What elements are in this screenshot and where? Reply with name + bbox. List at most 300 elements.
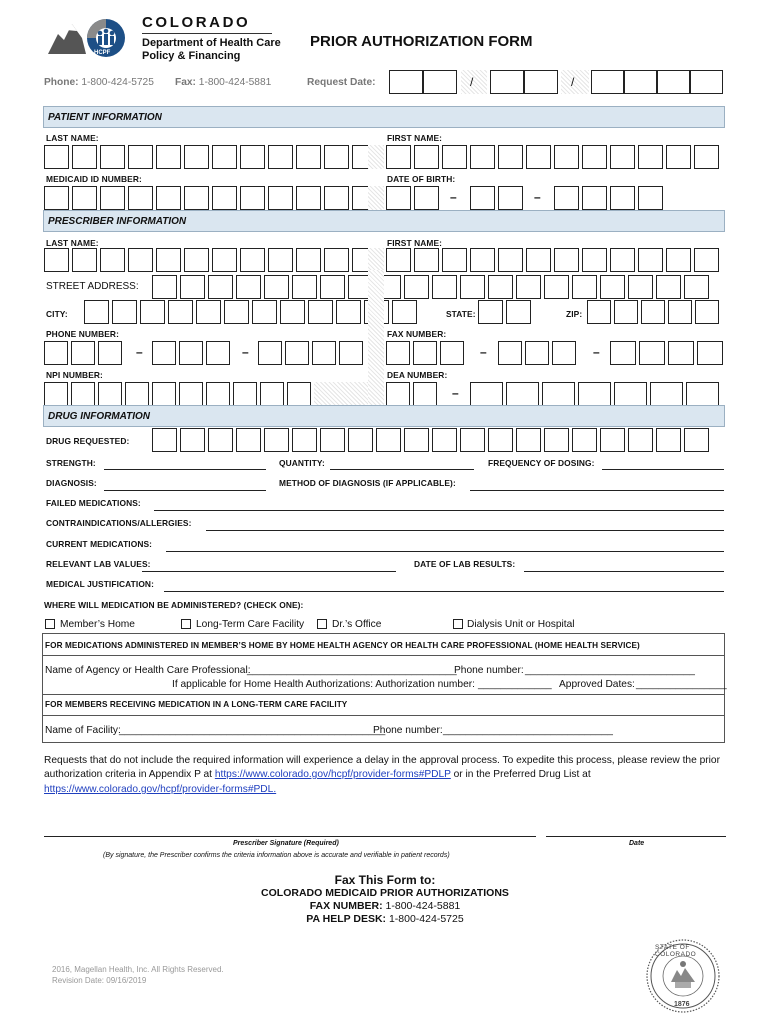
char-box[interactable] <box>324 186 349 210</box>
char-box[interactable] <box>112 300 137 324</box>
char-box[interactable] <box>184 248 209 272</box>
request-date-cell[interactable] <box>490 70 524 94</box>
char-box[interactable] <box>686 382 719 406</box>
request-date-cell[interactable] <box>423 70 457 94</box>
medical-justification-label: MEDICAL JUSTIFICATION: <box>46 579 154 589</box>
char-box[interactable] <box>44 341 68 365</box>
dob-year-boxes <box>554 186 666 210</box>
dob-separator: – <box>450 190 457 204</box>
char-box[interactable] <box>320 275 345 299</box>
approved-dates-field[interactable]: ________________ <box>636 679 727 690</box>
request-date-cell[interactable] <box>657 70 690 94</box>
char-box[interactable] <box>296 186 321 210</box>
char-box[interactable] <box>582 145 607 169</box>
strength-field[interactable] <box>104 469 266 470</box>
char-box[interactable] <box>668 341 694 365</box>
char-box[interactable] <box>206 341 230 365</box>
notice-line3 <box>44 784 276 795</box>
request-date-cell[interactable] <box>690 70 723 94</box>
approved-dates-label: Approved Dates: <box>559 679 635 690</box>
date-separator: / <box>571 75 575 89</box>
char-box[interactable] <box>152 275 177 299</box>
current-medications-label: CURRENT MEDICATIONS: <box>46 539 153 549</box>
method-of-diagnosis-label: METHOD OF DIAGNOSIS (IF APPLICABLE): <box>279 478 456 488</box>
request-date-cell[interactable] <box>591 70 624 94</box>
char-box[interactable] <box>212 186 237 210</box>
char-box[interactable] <box>72 145 97 169</box>
brand-divider <box>142 33 272 34</box>
brand-name: COLORADO <box>142 14 251 31</box>
char-box[interactable] <box>72 186 97 210</box>
prescriber-first-name-label: FIRST NAME: <box>387 238 443 248</box>
char-box[interactable] <box>208 428 233 452</box>
char-box[interactable] <box>414 145 439 169</box>
char-box[interactable] <box>128 186 153 210</box>
prescriber-last-name-boxes <box>44 248 380 272</box>
char-box[interactable] <box>582 186 607 210</box>
fax-label: Fax: <box>175 77 196 88</box>
char-box[interactable] <box>296 145 321 169</box>
agency-name-label: Name of Agency or Health Care Professional: <box>45 665 251 676</box>
patient-last-name-boxes <box>44 145 380 169</box>
fax-prefix-boxes <box>498 341 579 365</box>
current-medications-field[interactable] <box>166 551 724 552</box>
fax-number-value: 1-800-424-5881 <box>385 900 461 912</box>
char-box[interactable] <box>268 248 293 272</box>
char-box[interactable] <box>156 145 181 169</box>
prescriber-fax-label: FAX NUMBER: <box>387 329 447 339</box>
char-box[interactable] <box>432 428 457 452</box>
request-date-month <box>389 70 460 94</box>
medical-justification-field[interactable] <box>164 591 724 592</box>
char-box[interactable] <box>236 428 261 452</box>
char-box[interactable] <box>666 248 691 272</box>
hh-phone-label: Phone number: <box>454 665 524 676</box>
char-box[interactable] <box>180 275 205 299</box>
char-box[interactable] <box>432 275 457 299</box>
patient-first-name-label: FIRST NAME: <box>387 133 443 143</box>
state-boxes <box>478 300 534 324</box>
char-box[interactable] <box>404 275 429 299</box>
char-box[interactable] <box>128 145 153 169</box>
char-box[interactable] <box>152 382 176 406</box>
char-box[interactable] <box>184 186 209 210</box>
request-date-sep-area <box>461 70 487 94</box>
char-box[interactable] <box>264 428 289 452</box>
patient-name-gap <box>368 145 384 169</box>
pdl-link[interactable]: https://www.colorado.gov/hcpf/provider-forms#PDL. <box>44 784 277 795</box>
failed-medications-label: FAILED MEDICATIONS: <box>46 498 141 508</box>
char-box[interactable] <box>392 300 417 324</box>
char-box[interactable] <box>336 300 361 324</box>
char-box[interactable] <box>498 186 523 210</box>
char-box[interactable] <box>72 248 97 272</box>
char-box[interactable] <box>100 248 125 272</box>
char-box[interactable] <box>180 428 205 452</box>
char-box[interactable] <box>684 275 709 299</box>
form-title: PRIOR AUTHORIZATION FORM <box>310 33 533 50</box>
fax-form-title: Fax This Form to: <box>334 873 436 887</box>
char-box[interactable] <box>572 428 597 452</box>
dea-number-boxes <box>470 382 722 406</box>
method-of-diagnosis-field[interactable] <box>470 490 724 491</box>
char-box[interactable] <box>470 248 495 272</box>
char-box[interactable] <box>542 382 575 406</box>
char-box[interactable] <box>179 341 203 365</box>
char-box[interactable] <box>320 428 345 452</box>
char-box[interactable] <box>71 382 95 406</box>
seal-text: STATE OF COLORADO <box>655 944 697 958</box>
signature-note: (By signature, the Prescriber confirms the criteria information above is accurate and verifiable in patient records) <box>103 852 450 859</box>
char-box[interactable] <box>44 382 68 406</box>
char-box[interactable] <box>287 382 311 406</box>
checkbox-dialysis-hospital[interactable] <box>453 619 463 629</box>
char-box[interactable] <box>386 186 411 210</box>
prescriber-last-name-label: LAST NAME: <box>46 238 99 248</box>
home-health-heading-divider <box>42 655 725 656</box>
char-box[interactable] <box>610 186 635 210</box>
dea-label: DEA NUMBER: <box>387 370 448 380</box>
char-box[interactable] <box>488 428 513 452</box>
option-members-home: Member’s Home <box>60 619 135 630</box>
phone-line-boxes <box>258 341 366 365</box>
char-box[interactable] <box>638 145 663 169</box>
char-box[interactable] <box>413 341 437 365</box>
ltc-heading-divider <box>42 715 725 716</box>
hcpf-badge: HCPF <box>94 50 111 56</box>
char-box[interactable] <box>614 382 647 406</box>
help-desk-label: PA HELP DESK: <box>306 913 387 925</box>
char-box[interactable] <box>252 300 277 324</box>
fax-number-line <box>0 900 770 912</box>
phone-separator: – <box>242 345 249 359</box>
char-box[interactable] <box>587 300 611 324</box>
char-box[interactable] <box>697 341 723 365</box>
copyright: 2016, Magellan Health, Inc. All Rights Reserved. <box>52 965 224 974</box>
char-box[interactable] <box>98 382 122 406</box>
char-box[interactable] <box>460 275 485 299</box>
char-box[interactable] <box>168 300 193 324</box>
char-box[interactable] <box>442 145 467 169</box>
fax-value: 1-800-424-5881 <box>198 77 272 88</box>
char-box[interactable] <box>140 300 165 324</box>
char-box[interactable] <box>152 428 177 452</box>
char-box[interactable] <box>695 300 719 324</box>
char-box[interactable] <box>694 248 719 272</box>
dob-label: DATE OF BIRTH: <box>387 174 456 184</box>
dea-separator: – <box>452 386 459 400</box>
char-box[interactable] <box>628 275 653 299</box>
request-date-label: Request Date: <box>307 77 376 88</box>
char-box[interactable] <box>212 145 237 169</box>
phone-value: 1-800-424-5725 <box>81 77 154 88</box>
zip-boxes <box>587 300 722 324</box>
ltc-phone-field[interactable]: ______________________________ <box>443 725 613 736</box>
option-dialysis-hospital: Dialysis Unit or Hospital <box>467 619 575 630</box>
char-box[interactable] <box>208 275 233 299</box>
char-box[interactable] <box>498 341 522 365</box>
section-patient-information: PATIENT INFORMATION <box>43 106 725 128</box>
char-box[interactable] <box>498 145 523 169</box>
frequency-field[interactable] <box>602 469 724 470</box>
agency-name-field[interactable]: _____________________________________ <box>247 665 457 676</box>
checkbox-drs-office[interactable] <box>317 619 327 629</box>
char-box[interactable] <box>656 428 681 452</box>
state-label: STATE: <box>446 309 476 319</box>
char-box[interactable] <box>610 341 636 365</box>
char-box[interactable] <box>526 248 551 272</box>
prescriber-first-name-boxes <box>386 248 722 272</box>
fax-separator: – <box>593 345 600 359</box>
quantity-label: QUANTITY: <box>279 458 325 468</box>
char-box[interactable] <box>240 145 265 169</box>
notice-line1: Requests that do not include the required information will experience a delay in the approval process. To expedite this process, please review the prior <box>44 755 720 766</box>
administration-question: WHERE WILL MEDICATION BE ADMINISTERED? (CHECK ONE): <box>44 600 304 610</box>
char-box[interactable] <box>666 145 691 169</box>
char-box[interactable] <box>268 186 293 210</box>
char-box[interactable] <box>240 186 265 210</box>
fax-number-label: FAX NUMBER: <box>309 900 383 912</box>
char-box[interactable] <box>544 275 569 299</box>
facility-name-label: Name of Facility: <box>45 725 121 736</box>
contraindications-field[interactable] <box>206 530 724 531</box>
char-box[interactable] <box>525 341 549 365</box>
request-date-cell[interactable] <box>389 70 423 94</box>
char-box[interactable] <box>258 341 282 365</box>
fax-org: COLORADO MEDICAID PRIOR AUTHORIZATIONS <box>261 887 509 899</box>
char-box[interactable] <box>386 145 411 169</box>
lab-date-field[interactable] <box>524 571 724 572</box>
facility-name-field[interactable]: _______________________________________________ <box>119 725 386 736</box>
char-box[interactable] <box>240 248 265 272</box>
request-date-cell[interactable] <box>624 70 657 94</box>
city-label: CITY: <box>46 309 68 319</box>
char-box[interactable] <box>84 300 109 324</box>
char-box[interactable] <box>516 275 541 299</box>
seal-year: 1876 <box>674 1001 690 1008</box>
dept-name-line1: Department of Health Care <box>142 37 281 49</box>
patient-id-gap <box>368 186 384 210</box>
char-box[interactable] <box>404 428 429 452</box>
section-divider-hatch <box>368 270 384 406</box>
char-box[interactable] <box>470 382 503 406</box>
char-box[interactable] <box>610 145 635 169</box>
ltc-phone-label: Phone number: <box>373 725 443 736</box>
option-drs-office: Dr.’s Office <box>332 619 382 630</box>
char-box[interactable] <box>470 186 495 210</box>
section-prescriber-information: PRESCRIBER INFORMATION <box>43 210 725 232</box>
char-box[interactable] <box>44 186 69 210</box>
char-box[interactable] <box>296 248 321 272</box>
char-box[interactable] <box>212 248 237 272</box>
char-box[interactable] <box>98 341 122 365</box>
char-box[interactable] <box>684 428 709 452</box>
char-box[interactable] <box>641 300 665 324</box>
char-box[interactable] <box>233 382 257 406</box>
char-box[interactable] <box>44 145 69 169</box>
prescriber-phone-label: PHONE NUMBER: <box>46 329 119 339</box>
char-box[interactable] <box>442 248 467 272</box>
dept-name-line2: Policy & Financing <box>142 50 241 62</box>
char-box[interactable] <box>206 382 230 406</box>
char-box[interactable] <box>44 248 69 272</box>
char-box[interactable] <box>71 341 95 365</box>
char-box[interactable] <box>125 382 149 406</box>
lab-date-label: DATE OF LAB RESULTS: <box>414 559 516 569</box>
signature-date-label: Date <box>629 840 645 847</box>
medicaid-id-boxes <box>44 186 380 210</box>
char-box[interactable] <box>600 275 625 299</box>
char-box[interactable] <box>179 382 203 406</box>
zip-label: ZIP: <box>566 309 583 319</box>
char-box[interactable] <box>100 145 125 169</box>
char-box[interactable] <box>488 275 513 299</box>
patient-last-name-label: LAST NAME: <box>46 133 99 143</box>
checkbox-members-home[interactable] <box>45 619 55 629</box>
patient-first-name-boxes <box>386 145 722 169</box>
dob-separator: – <box>534 190 541 204</box>
char-box[interactable] <box>498 248 523 272</box>
drug-requested-boxes <box>152 428 712 452</box>
char-box[interactable] <box>292 275 317 299</box>
help-desk-value: 1-800-424-5725 <box>388 913 464 925</box>
char-box[interactable] <box>324 145 349 169</box>
strength-label: STRENGTH: <box>46 458 96 468</box>
revision-date: Revision Date: 09/16/2019 <box>52 976 147 985</box>
street-address-label: STREET ADDRESS: <box>46 281 139 292</box>
char-box[interactable] <box>414 186 439 210</box>
char-box[interactable] <box>308 300 333 324</box>
char-box[interactable] <box>578 382 611 406</box>
char-box[interactable] <box>614 300 638 324</box>
fax-line <box>175 77 271 88</box>
char-box[interactable] <box>554 186 579 210</box>
char-box[interactable] <box>440 341 464 365</box>
char-box[interactable] <box>324 248 349 272</box>
char-box[interactable] <box>285 341 309 365</box>
request-date-year <box>591 70 723 94</box>
char-box[interactable] <box>554 248 579 272</box>
ltc-heading: FOR MEMBERS RECEIVING MEDICATION IN A LONG-TERM CARE FACILITY <box>45 700 348 709</box>
diagnosis-field[interactable] <box>104 490 266 491</box>
phone-prefix-boxes <box>152 341 233 365</box>
char-box[interactable] <box>600 428 625 452</box>
signature-field[interactable] <box>44 836 536 837</box>
signature-label: Prescriber Signature (Required) <box>233 840 339 847</box>
char-box[interactable] <box>156 186 181 210</box>
char-box[interactable] <box>650 382 683 406</box>
contraindications-label: CONTRAINDICATIONS/ALLERGIES: <box>46 518 192 528</box>
hh-phone-field[interactable]: ______________________________ <box>525 665 695 676</box>
char-box[interactable] <box>638 186 663 210</box>
char-box[interactable] <box>312 341 336 365</box>
char-box[interactable] <box>628 428 653 452</box>
lab-values-label: RELEVANT LAB VALUES: <box>46 559 151 569</box>
checkbox-ltc-facility[interactable] <box>181 619 191 629</box>
char-box[interactable] <box>544 428 569 452</box>
phone-separator: – <box>136 345 143 359</box>
char-box[interactable] <box>639 341 665 365</box>
char-box[interactable] <box>128 248 153 272</box>
dob-day-boxes <box>470 186 526 210</box>
request-date-cell[interactable] <box>524 70 558 94</box>
char-box[interactable] <box>638 248 663 272</box>
char-box[interactable] <box>339 341 363 365</box>
char-box[interactable] <box>260 382 284 406</box>
char-box[interactable] <box>152 341 176 365</box>
char-box[interactable] <box>610 248 635 272</box>
char-box[interactable] <box>460 428 485 452</box>
char-box[interactable] <box>386 341 410 365</box>
char-box[interactable] <box>470 145 495 169</box>
signature-date-field[interactable] <box>546 836 726 837</box>
auth-number-field[interactable]: _____________ <box>478 679 552 690</box>
char-box[interactable] <box>413 382 437 406</box>
char-box[interactable] <box>582 248 607 272</box>
diagnosis-label: DIAGNOSIS: <box>46 478 97 488</box>
char-box[interactable] <box>292 428 317 452</box>
char-box[interactable] <box>516 428 541 452</box>
prescriber-name-gap <box>368 248 384 272</box>
fax-line-boxes <box>610 341 726 365</box>
quantity-field[interactable] <box>330 469 474 470</box>
char-box[interactable] <box>478 300 503 324</box>
char-box[interactable] <box>572 275 597 299</box>
char-box[interactable] <box>386 382 410 406</box>
char-box[interactable] <box>264 275 289 299</box>
char-box[interactable] <box>236 275 261 299</box>
char-box[interactable] <box>100 186 125 210</box>
section-drug-information: DRUG INFORMATION <box>43 405 725 427</box>
appendix-p-link[interactable]: https://www.colorado.gov/hcpf/provider-forms#PDLP <box>214 769 451 780</box>
char-box[interactable] <box>156 248 181 272</box>
char-box[interactable] <box>526 145 551 169</box>
dob-month-boxes <box>386 186 442 210</box>
fax-separator: – <box>480 345 487 359</box>
phone-label: Phone: <box>44 77 79 88</box>
failed-medications-field[interactable] <box>154 510 724 511</box>
dea-prefix-boxes <box>386 382 440 406</box>
date-separator: / <box>470 75 474 89</box>
option-ltc-facility: Long-Term Care Facility <box>196 619 305 630</box>
notice-line2-post: or in the Preferred Drug List at <box>453 769 591 780</box>
phone-line <box>44 77 154 88</box>
npi-boxes <box>44 382 314 406</box>
char-box[interactable] <box>506 382 539 406</box>
char-box[interactable] <box>184 145 209 169</box>
char-box[interactable] <box>376 428 401 452</box>
char-box[interactable] <box>386 248 411 272</box>
notice-line2-pre: authorization criteria in Appendix P at <box>44 769 213 780</box>
notice-line2 <box>44 769 591 780</box>
lab-values-field[interactable] <box>142 571 396 572</box>
char-box[interactable] <box>506 300 531 324</box>
char-box[interactable] <box>268 145 293 169</box>
char-box[interactable] <box>656 275 681 299</box>
char-box[interactable] <box>224 300 249 324</box>
char-box[interactable] <box>280 300 305 324</box>
char-box[interactable] <box>196 300 221 324</box>
state-seal <box>645 938 721 1014</box>
char-box[interactable] <box>414 248 439 272</box>
char-box[interactable] <box>668 300 692 324</box>
char-box[interactable] <box>348 428 373 452</box>
char-box[interactable] <box>694 145 719 169</box>
request-date-day <box>490 70 561 94</box>
char-box[interactable] <box>552 341 576 365</box>
medicaid-id-label: MEDICAID ID NUMBER: <box>46 174 142 184</box>
char-box[interactable] <box>554 145 579 169</box>
